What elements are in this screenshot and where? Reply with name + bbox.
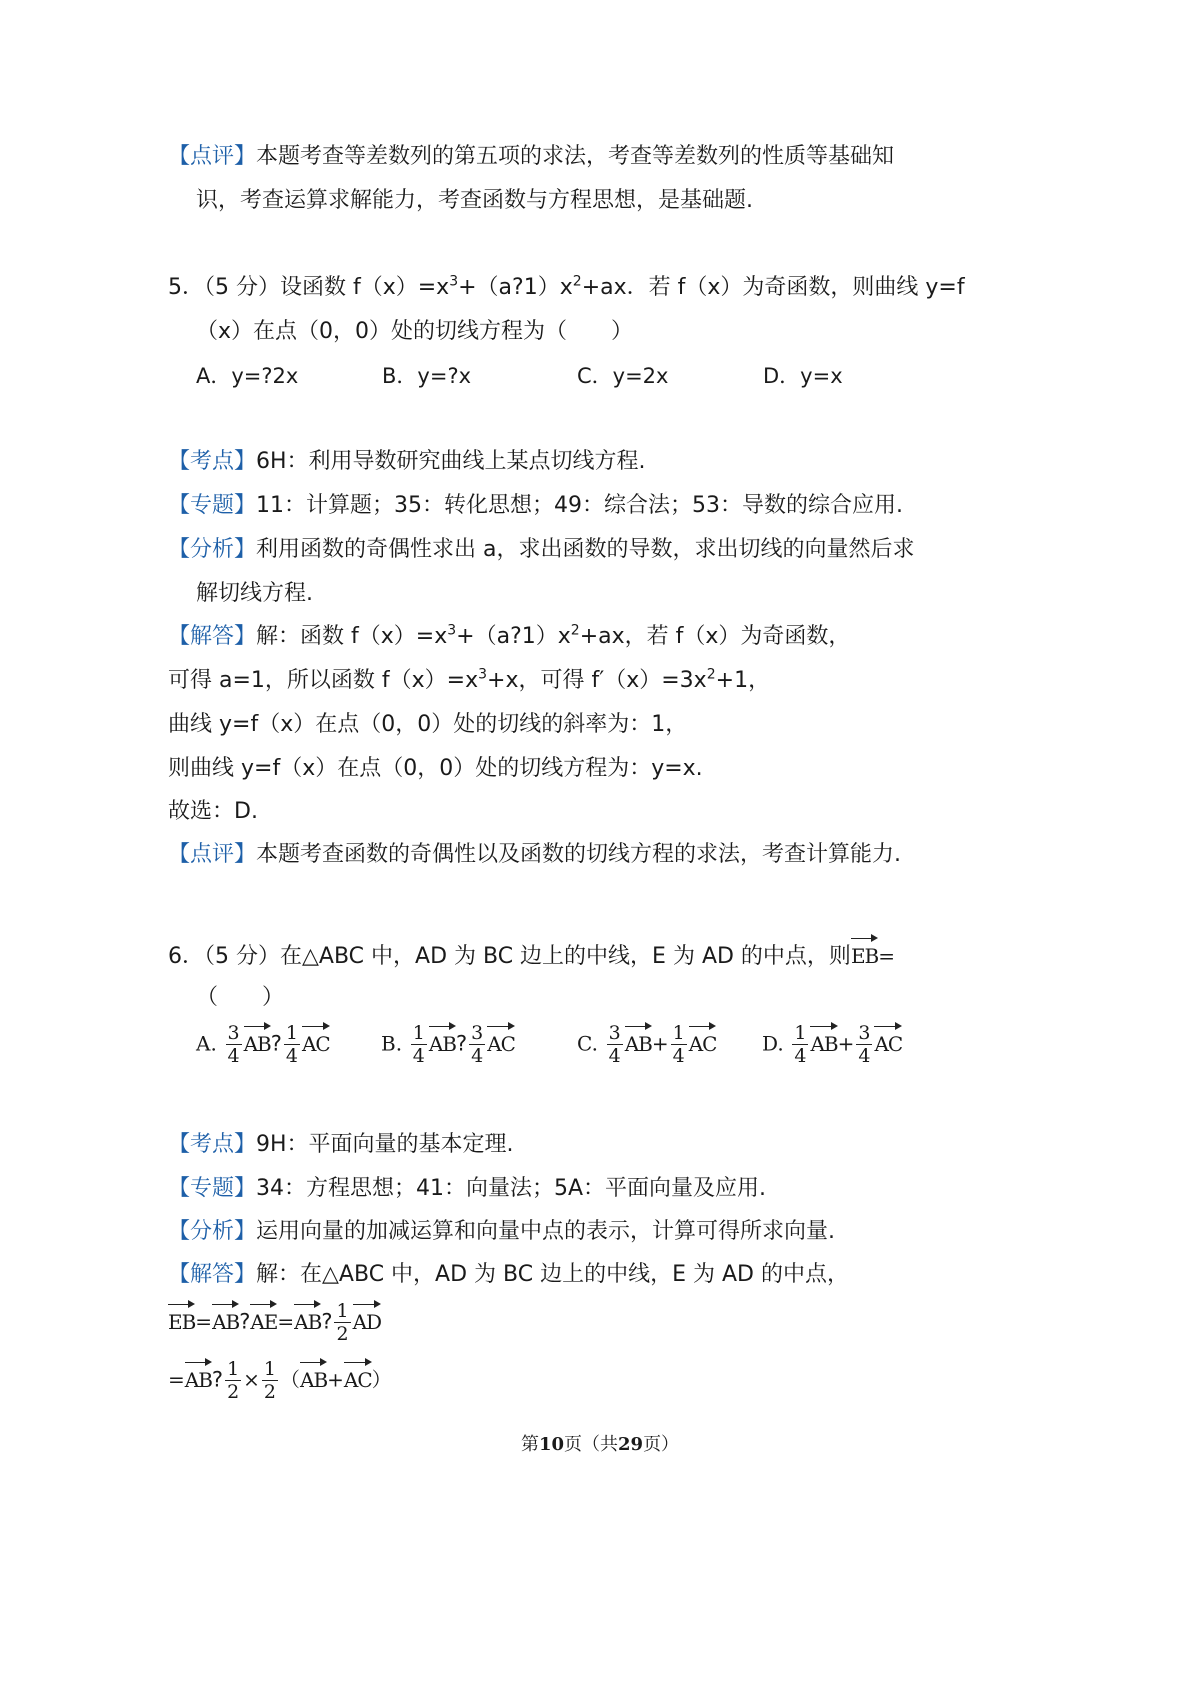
q5-stem-a: 5．（5 分）设函数 f（x）=x xyxy=(168,275,450,300)
vector-AB: AB xyxy=(429,1023,456,1059)
option-label: A. xyxy=(196,1031,217,1056)
q5-jieda-line1 xyxy=(168,622,850,652)
jieda-text: 1）x xyxy=(521,624,571,649)
q6-option-c xyxy=(577,1022,716,1067)
q5-stem-d: +ax．若 f（x）为奇函数，则曲线 y=f xyxy=(581,275,965,300)
jieda-tag: 【解答】 xyxy=(168,1262,257,1287)
equals-sign: = xyxy=(195,1309,213,1334)
prev-dianping-line2: 识，考查运算求解能力，考查函数与方程思想，是基础题. xyxy=(196,188,753,213)
q5-stem-c: 1）x xyxy=(523,275,573,300)
q6-stem-line1 xyxy=(168,935,895,972)
page-footer xyxy=(0,1430,1200,1456)
numerator: 1 xyxy=(672,1022,685,1044)
q5-stem-b: +（a xyxy=(458,275,513,300)
denominator: 2 xyxy=(336,1323,349,1345)
dianping-tag: 【点评】 xyxy=(168,842,257,867)
jieda-tag: 【解答】 xyxy=(168,624,257,649)
q5-kaodian-text: 6H：利用导数研究曲线上某点切线方程. xyxy=(256,449,646,474)
vector-AB: AB xyxy=(625,1023,652,1059)
q6-option-b xyxy=(381,1022,515,1067)
vector-EB: EB xyxy=(851,935,878,971)
denominator: 4 xyxy=(412,1045,425,1067)
equals-sign: = xyxy=(277,1309,295,1334)
numerator: 1 xyxy=(263,1358,277,1380)
jieda-text: 可得 a=1，所以函数 f（x）=x xyxy=(168,668,479,693)
q6-jieda xyxy=(168,1260,849,1290)
q5-jieda-line4: 则曲线 y=f（x）在点（0，0）处的切线方程为：y=x. xyxy=(168,756,703,781)
option-value: 2x xyxy=(272,364,299,388)
q6-stem-text: 6．（5 分）在△ABC 中，AD 为 BC 边上的中线，E 为 AD 的中点，则 xyxy=(168,944,851,969)
q5-jieda-line3: 曲线 y=f（x）在点（0，0）处的切线的斜率为：1， xyxy=(168,712,688,737)
option-label: A．y= xyxy=(196,364,262,388)
denominator: 2 xyxy=(263,1381,277,1403)
missing-glyph: ? xyxy=(261,364,273,388)
numerator: 1 xyxy=(336,1300,349,1322)
option-value: x xyxy=(458,364,472,388)
jieda-text: 解：函数 f（x）=x xyxy=(256,624,448,649)
q6-formula-line1 xyxy=(168,1300,381,1345)
missing-glyph: ? xyxy=(512,275,524,300)
fraction xyxy=(226,1022,242,1067)
superscript: 2 xyxy=(572,273,582,290)
q5-jieda-line2 xyxy=(168,666,770,696)
footer-text: 第 xyxy=(520,1434,539,1455)
q6-zhuanti-text: 34：方程思想；41：向量法；5A：平面向量及应用. xyxy=(256,1176,767,1201)
q5-option-d: D．y=x xyxy=(763,364,843,388)
numerator: 1 xyxy=(227,1358,240,1380)
equals-sign: = xyxy=(878,944,895,968)
vector-AB: AB xyxy=(185,1359,212,1395)
jieda-text: +x，可得 f′（x）=3x xyxy=(487,668,707,693)
fraction xyxy=(262,1358,278,1403)
zhuanti-tag: 【专题】 xyxy=(168,1176,257,1201)
denominator: 4 xyxy=(285,1045,298,1067)
q5-option-b xyxy=(382,361,471,391)
missing-glyph: ? xyxy=(455,1031,468,1056)
dianping-tag: 【点评】 xyxy=(168,144,257,169)
fraction xyxy=(411,1022,427,1067)
denominator: 4 xyxy=(794,1045,807,1067)
jieda-text: +（a xyxy=(456,624,511,649)
missing-glyph: ? xyxy=(510,624,522,649)
denominator: 4 xyxy=(672,1045,685,1067)
fraction xyxy=(607,1022,623,1067)
q6-option-a xyxy=(196,1022,330,1067)
q5-stem-line2: （x）在点（0，0）处的切线方程为（ ） xyxy=(196,319,634,344)
q6-fenxi-text: 运用向量的加减运算和向量中点的表示，计算可得所求向量. xyxy=(256,1219,836,1244)
vector-AC: AC xyxy=(302,1023,330,1059)
q5-option-c: C．y=2x xyxy=(577,364,669,388)
q6-formula-line2 xyxy=(168,1358,392,1403)
superscript: 2 xyxy=(706,666,716,683)
q5-option-a xyxy=(196,361,298,391)
q6-jieda-text: 解：在△ABC 中，AD 为 BC 边上的中线，E 为 AD 的中点， xyxy=(256,1262,849,1287)
option-label: B．y= xyxy=(382,364,448,388)
option-label: B. xyxy=(381,1031,403,1056)
fraction xyxy=(856,1022,872,1067)
numerator: 1 xyxy=(285,1022,298,1044)
equals-sign: = xyxy=(168,1367,185,1392)
superscript: 3 xyxy=(449,273,459,290)
missing-glyph: ? xyxy=(321,1309,333,1334)
plus-sign: + xyxy=(327,1367,344,1392)
denominator: 4 xyxy=(858,1045,871,1067)
denominator: 2 xyxy=(227,1381,240,1403)
kaodian-tag: 【考点】 xyxy=(168,449,257,474)
vector-AB: AB xyxy=(244,1023,271,1059)
right-paren: ） xyxy=(371,1367,392,1392)
q5-fenxi-line1 xyxy=(168,535,915,565)
prev-dianping-text1: 本题考查等差数列的第五项的求法，考查等差数列的性质等基础知 xyxy=(256,144,895,169)
q5-zhuanti-text: 11：计算题；35：转化思想；49：综合法；53：导数的综合应用. xyxy=(256,493,903,518)
denominator: 4 xyxy=(471,1045,484,1067)
denominator: 4 xyxy=(227,1045,240,1067)
fraction xyxy=(792,1022,808,1067)
q5-dianping-text: 本题考查函数的奇偶性以及函数的切线方程的求法，考查计算能力. xyxy=(256,842,902,867)
missing-glyph: ? xyxy=(211,1367,224,1392)
q5-jieda-line5: 故选：D. xyxy=(168,799,258,824)
vector-AC: AC xyxy=(344,1359,372,1395)
times-sign: × xyxy=(243,1367,260,1392)
q5-fenxi-line2: 解切线方程. xyxy=(196,581,313,606)
footer-text: 页） xyxy=(643,1434,680,1455)
numerator: 3 xyxy=(471,1022,484,1044)
fraction xyxy=(334,1300,350,1345)
q5-stem-line1 xyxy=(168,273,965,303)
missing-glyph: ? xyxy=(447,364,459,388)
vector-EB: EB xyxy=(168,1301,195,1337)
q6-zhuanti xyxy=(168,1174,766,1204)
jieda-text: +ax，若 f（x）为奇函数， xyxy=(579,624,851,649)
jieda-text: +1， xyxy=(715,668,771,693)
vector-AD: AD xyxy=(353,1301,381,1337)
q6-stem-line2: （ ） xyxy=(196,985,285,1010)
kaodian-tag: 【考点】 xyxy=(168,1132,257,1157)
numerator: 1 xyxy=(412,1022,425,1044)
option-label: D. xyxy=(762,1031,784,1056)
footer-text: 页（共 xyxy=(564,1434,618,1455)
missing-glyph: ? xyxy=(239,1309,251,1334)
missing-glyph: ? xyxy=(270,1031,282,1056)
numerator: 1 xyxy=(794,1022,807,1044)
denominator: 4 xyxy=(608,1045,621,1067)
vector-AC: AC xyxy=(689,1023,717,1059)
q6-option-d xyxy=(762,1022,902,1067)
q5-dianping xyxy=(168,840,901,870)
fraction xyxy=(469,1022,485,1067)
q5-kaodian xyxy=(168,447,646,477)
vector-AB: AB xyxy=(294,1301,321,1337)
vector-AE: AE xyxy=(250,1301,277,1337)
plus-sign: + xyxy=(651,1031,669,1056)
fenxi-tag: 【分析】 xyxy=(168,1219,257,1244)
numerator: 3 xyxy=(227,1022,240,1044)
fraction xyxy=(284,1022,300,1067)
vector-AC: AC xyxy=(487,1023,515,1059)
vector-AB: AB xyxy=(810,1023,837,1059)
q5-zhuanti xyxy=(168,491,903,521)
option-label: C. xyxy=(577,1031,598,1056)
superscript: 3 xyxy=(447,622,457,639)
fenxi-tag: 【分析】 xyxy=(168,537,257,562)
numerator: 3 xyxy=(858,1022,871,1044)
superscript: 3 xyxy=(478,666,488,683)
total-pages: 29 xyxy=(618,1434,644,1455)
plus-sign: + xyxy=(837,1031,855,1056)
fraction xyxy=(225,1358,241,1403)
vector-AB: AB xyxy=(300,1359,327,1395)
q6-kaodian xyxy=(168,1130,514,1160)
page-number: 10 xyxy=(538,1434,564,1455)
q6-kaodian-text: 9H：平面向量的基本定理. xyxy=(256,1132,514,1157)
vector-AB: AB xyxy=(212,1301,239,1337)
left-paren: （ xyxy=(280,1367,301,1392)
superscript: 2 xyxy=(570,622,580,639)
numerator: 3 xyxy=(608,1022,621,1044)
q5-fenxi-text: 利用函数的奇偶性求出 a，求出函数的导数，求出切线的向量然后求 xyxy=(256,537,915,562)
prev-dianping-line1 xyxy=(168,142,894,172)
vector-AC: AC xyxy=(874,1023,902,1059)
fraction xyxy=(671,1022,687,1067)
q6-fenxi xyxy=(168,1217,835,1247)
zhuanti-tag: 【专题】 xyxy=(168,493,257,518)
